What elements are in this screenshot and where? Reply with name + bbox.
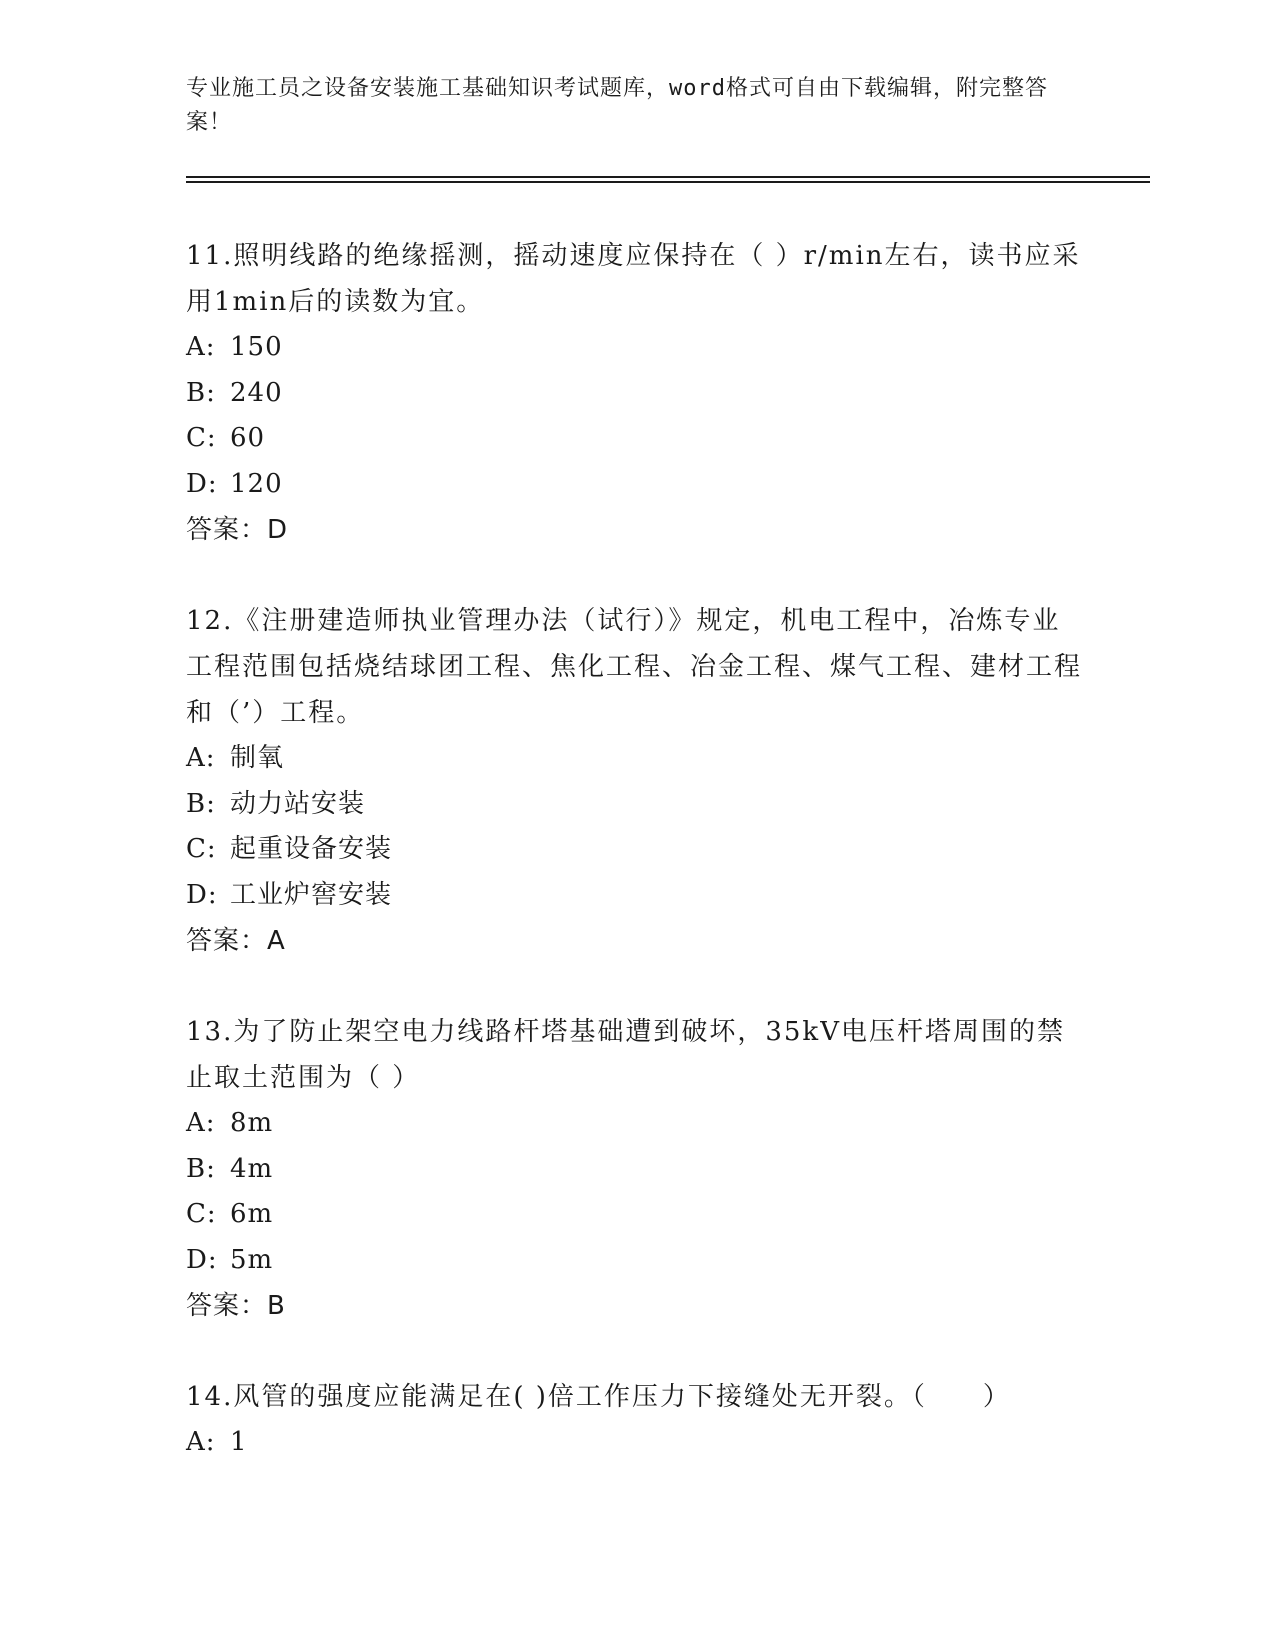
option-text: 240 [230, 377, 283, 408]
question-stem: 11.照明线路的绝缘摇测，摇动速度应保持在（ ）r/min左右，读书应采用1min后的读数为宜。 [186, 241, 1081, 317]
option-key: B: [186, 788, 216, 819]
option-key: A: [186, 743, 216, 773]
question-stem: 13.为了防止架空电力线路杆塔基础遭到破坏，35kV电压杆塔周围的禁止取土范围为（ ） [186, 1017, 1065, 1093]
answer: 答案：B [186, 1291, 286, 1321]
option-a [186, 1420, 1086, 1466]
option-text: 150 [230, 332, 283, 362]
question-spacer [186, 553, 1086, 598]
option-a [186, 736, 1086, 782]
option-text: 起重设备安装 [230, 834, 393, 864]
question-list [186, 233, 1086, 1466]
question-stem: 14.风管的强度应能满足在( )倍工作压力下接缝处无开裂。（ ） [186, 1382, 1011, 1412]
option-d [186, 1238, 1086, 1284]
option-b [186, 782, 1086, 828]
header-divider-bottom [186, 181, 1150, 183]
option-c [186, 1192, 1086, 1238]
answer: 答案：D [186, 515, 289, 545]
question-spacer [186, 964, 1086, 1009]
option-c [186, 416, 1086, 462]
option-key: C: [186, 834, 217, 864]
option-key: C: [186, 1199, 217, 1229]
option-a [186, 325, 1086, 371]
option-key: A: [186, 332, 216, 362]
option-key: D: [186, 468, 218, 499]
option-text: 6m [230, 1199, 274, 1229]
answer: 答案：A [186, 926, 286, 956]
question-12 [186, 598, 1086, 964]
option-b [186, 1147, 1086, 1193]
option-d [186, 462, 1086, 508]
option-text: 工业炉窖安装 [230, 879, 393, 910]
option-text: 制氧 [230, 743, 285, 773]
option-key: D: [186, 1244, 218, 1275]
question-13 [186, 1009, 1086, 1329]
option-text: 动力站安装 [230, 788, 366, 819]
option-c [186, 827, 1086, 873]
option-b [186, 371, 1086, 417]
header-divider-top [186, 176, 1150, 178]
option-text: 120 [230, 468, 283, 499]
option-key: A: [186, 1427, 216, 1457]
option-a [186, 1101, 1086, 1147]
option-text: 4m [230, 1153, 274, 1184]
option-text: 5m [230, 1244, 274, 1275]
question-spacer [186, 1329, 1086, 1374]
question-14 [186, 1374, 1086, 1466]
option-text: 1 [230, 1427, 248, 1457]
question-11 [186, 233, 1086, 553]
option-key: C: [186, 423, 217, 453]
option-key: A: [186, 1108, 216, 1138]
question-stem: 12.《注册建造师执业管理办法（试行）》规定，机电工程中，冶炼专业工程范围包括烧结球团工程、焦化工程、冶金工程、煤气工程、建材工程和（’）工程。 [186, 606, 1083, 728]
option-text: 8m [230, 1108, 274, 1138]
document-header: 专业施工员之设备安装施工基础知识考试题库，word格式可自由下载编辑，附完整答案！ [186, 76, 1048, 135]
option-text: 60 [230, 423, 266, 453]
option-key: B: [186, 1153, 216, 1184]
option-key: B: [186, 377, 216, 408]
option-key: D: [186, 879, 218, 910]
option-d [186, 873, 1086, 919]
